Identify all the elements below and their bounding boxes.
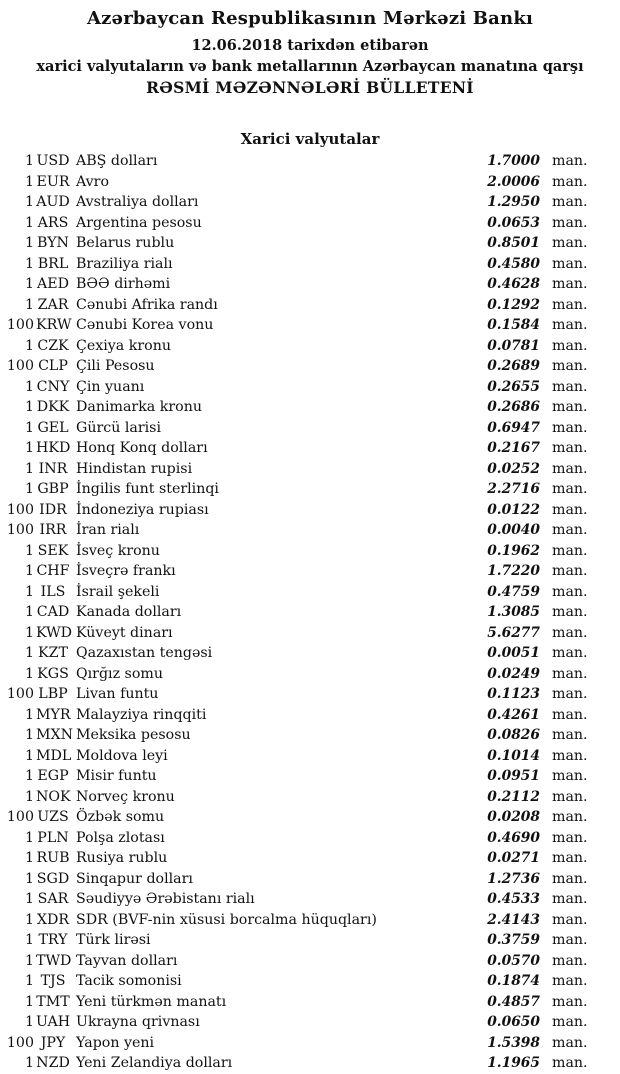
rate-value: 5.6277 <box>487 624 540 641</box>
rate-row <box>0 274 620 295</box>
unit-label: man. <box>552 993 588 1010</box>
unit-label: man. <box>552 563 588 579</box>
currency-name: Polşa zlotası <box>76 829 165 846</box>
rate-value: 0.1014 <box>487 747 540 764</box>
unit-label: man. <box>552 624 588 641</box>
rate-value: 2.0006 <box>487 173 540 190</box>
currency-code: RUB <box>36 850 70 866</box>
rate-value: 0.4690 <box>487 829 540 846</box>
unit-label: man. <box>552 399 588 415</box>
currency-name: Misir funtu <box>76 768 157 784</box>
rate-row <box>0 151 620 172</box>
rate-row <box>0 869 620 890</box>
quantity-value: 1 <box>24 296 34 313</box>
currency-name: Cənubi Korea vonu <box>76 317 214 333</box>
currency-name: Cənubi Afrika randı <box>76 296 218 313</box>
currency-name: Argentina pesosu <box>76 214 202 231</box>
currency-name: Çin yuanı <box>76 378 145 395</box>
rate-value: 0.1123 <box>487 686 540 702</box>
unit-label: man. <box>552 768 588 784</box>
currency-code: MDL <box>36 747 72 764</box>
effective-date-line: 12.06.2018 tarixdən etibarən <box>191 37 429 54</box>
currency-code: IDR <box>39 501 67 518</box>
quantity-value: 1 <box>24 891 34 907</box>
rate-value: 0.0122 <box>487 501 540 518</box>
currency-name: İsveç kronu <box>76 542 160 559</box>
rate-row <box>0 930 620 951</box>
rate-value: 2.4143 <box>487 911 540 928</box>
unit-label: man. <box>552 542 588 559</box>
unit-label: man. <box>552 809 588 825</box>
unit-label: man. <box>552 973 588 989</box>
rate-value: 0.3759 <box>487 932 540 948</box>
currency-code: ILS <box>40 583 66 600</box>
rate-value: 1.5398 <box>487 1034 540 1051</box>
currency-name: Sinqapur dolları <box>76 870 193 887</box>
quantity-value: 100 <box>6 809 34 825</box>
currency-name: Norveç kronu <box>76 788 175 805</box>
currency-name: Yapon yeni <box>76 1034 155 1051</box>
quantity-value: 1 <box>24 952 34 969</box>
currency-name: Kanada dolları <box>76 604 182 620</box>
currency-code: NOK <box>36 788 71 805</box>
rates-table <box>0 151 620 1074</box>
rate-row <box>0 725 620 746</box>
rate-row <box>0 172 620 193</box>
quantity-value: 1 <box>24 727 34 743</box>
quantity-value: 1 <box>24 481 34 497</box>
unit-label: man. <box>552 686 588 702</box>
unit-label: man. <box>552 255 588 272</box>
quantity-value: 1 <box>24 829 34 846</box>
rate-value: 0.4533 <box>487 891 540 907</box>
currency-name: Meksika pesosu <box>76 727 191 743</box>
unit-label: man. <box>552 850 588 866</box>
rate-row <box>0 664 620 685</box>
currency-code: KWD <box>36 624 73 641</box>
unit-label: man. <box>552 911 588 928</box>
rate-row <box>0 213 620 234</box>
unit-label: man. <box>552 932 588 948</box>
unit-label: man. <box>552 337 588 354</box>
rate-row <box>0 807 620 828</box>
rate-value: 1.7000 <box>487 153 540 169</box>
rate-value: 2.2716 <box>487 481 540 497</box>
rate-value: 1.2736 <box>487 870 540 887</box>
quantity-value: 1 <box>24 932 34 948</box>
quantity-value: 1 <box>24 645 34 661</box>
currency-name: Honq Konq dolları <box>76 440 208 456</box>
currency-code: CZK <box>37 337 69 354</box>
unit-label: man. <box>552 317 588 333</box>
unit-label: man. <box>552 194 588 210</box>
quantity-value: 100 <box>6 358 34 374</box>
currency-code: CAD <box>36 604 70 620</box>
rate-row <box>0 418 620 439</box>
quantity-value: 1 <box>24 911 34 928</box>
unit-label: man. <box>552 173 588 190</box>
quantity-value: 1 <box>24 1055 34 1071</box>
currency-name: Qırğız somu <box>76 665 163 682</box>
currency-code: TRY <box>38 932 68 948</box>
currency-code: KGS <box>37 665 69 682</box>
unit-label: man. <box>552 1055 588 1071</box>
quantity-value: 1 <box>24 624 34 641</box>
rate-value: 0.4580 <box>487 255 540 272</box>
unit-label: man. <box>552 952 588 969</box>
currency-code: SAR <box>37 891 69 907</box>
quantity-value: 1 <box>24 993 34 1010</box>
unit-label: man. <box>552 891 588 907</box>
rate-row <box>0 971 620 992</box>
currency-code: SEK <box>37 542 69 559</box>
rate-value: 0.2112 <box>487 788 540 805</box>
rate-row <box>0 992 620 1013</box>
currency-name: Tayvan dolları <box>76 952 178 969</box>
rate-row <box>0 336 620 357</box>
quantity-value: 1 <box>24 460 34 477</box>
rate-value: 0.0951 <box>487 768 540 784</box>
unit-label: man. <box>552 788 588 805</box>
currency-name: Ukrayna qrivnası <box>76 1014 200 1030</box>
unit-label: man. <box>552 1034 588 1051</box>
quantity-value: 1 <box>24 399 34 415</box>
quantity-value: 1 <box>24 337 34 354</box>
rate-row <box>0 561 620 582</box>
rate-row <box>0 602 620 623</box>
rate-row <box>0 459 620 480</box>
currency-code: TMT <box>36 993 70 1010</box>
currency-code: MYR <box>36 706 71 723</box>
unit-label: man. <box>552 522 588 538</box>
currency-name: İndoneziya rupiası <box>76 501 209 518</box>
quantity-value: 1 <box>24 973 34 989</box>
quantity-value: 1 <box>24 604 34 620</box>
rate-row <box>0 705 620 726</box>
rate-value: 0.0781 <box>487 337 540 354</box>
unit-label: man. <box>552 829 588 846</box>
currency-code: GBP <box>37 481 69 497</box>
currency-name: Çili Pesosu <box>76 358 155 374</box>
rate-row <box>0 479 620 500</box>
rate-row <box>0 500 620 521</box>
rate-row <box>0 377 620 398</box>
quantity-value: 1 <box>24 194 34 210</box>
rate-row <box>0 889 620 910</box>
rate-value: 0.1292 <box>487 296 540 313</box>
quantity-value: 1 <box>24 173 34 190</box>
currency-code: GEL <box>37 419 69 436</box>
quantity-value: 1 <box>24 665 34 682</box>
currency-code: ARS <box>37 214 69 231</box>
rate-row <box>0 295 620 316</box>
currency-name: Yeni Zelandiya dolları <box>76 1055 233 1071</box>
quantity-value: 100 <box>6 317 34 333</box>
bulletin-header <box>0 0 620 98</box>
quantity-value: 1 <box>24 706 34 723</box>
quantity-value: 1 <box>24 276 34 292</box>
rate-row <box>0 520 620 541</box>
currency-name: Küveyt dinarı <box>76 624 173 641</box>
currency-name: İngilis funt sterlinqi <box>76 481 219 497</box>
rate-value: 0.0249 <box>487 665 540 682</box>
bulletin-subtitle: xarici valyutaların və bank metallarının Azərbaycan manatına qarşı <box>36 58 584 75</box>
currency-code: PLN <box>37 829 69 846</box>
currency-name: Hindistan rupisi <box>76 460 193 477</box>
rate-row <box>0 397 620 418</box>
rate-row <box>0 643 620 664</box>
quantity-value: 1 <box>24 583 34 600</box>
unit-label: man. <box>552 153 588 169</box>
currency-code: UZS <box>37 809 69 825</box>
currency-code: MXN <box>36 727 74 743</box>
currency-name: Yeni türkmən manatı <box>76 993 227 1010</box>
rate-value: 0.2167 <box>487 440 540 456</box>
quantity-value: 1 <box>24 419 34 436</box>
currency-name: Tacik somonisi <box>76 973 182 989</box>
quantity-value: 1 <box>24 768 34 784</box>
rate-value: 0.0826 <box>487 727 540 743</box>
unit-label: man. <box>552 440 588 456</box>
rate-value: 0.1962 <box>487 542 540 559</box>
rate-row <box>0 254 620 275</box>
rate-row <box>0 192 620 213</box>
unit-label: man. <box>552 481 588 497</box>
quantity-value: 100 <box>6 1034 34 1051</box>
rate-row <box>0 1012 620 1033</box>
rate-row <box>0 315 620 336</box>
currency-code: SGD <box>36 870 70 887</box>
currency-code: HKD <box>36 440 71 456</box>
unit-label: man. <box>552 706 588 723</box>
rate-value: 0.1874 <box>487 973 540 989</box>
rate-value: 0.0271 <box>487 850 540 866</box>
quantity-value: 100 <box>6 501 34 518</box>
rate-value: 0.4261 <box>487 706 540 723</box>
rate-row <box>0 582 620 603</box>
unit-label: man. <box>552 604 588 620</box>
rate-value: 0.4628 <box>487 276 540 292</box>
rate-value: 0.0051 <box>487 645 540 661</box>
rate-row <box>0 233 620 254</box>
rate-row <box>0 951 620 972</box>
rate-value: 1.2950 <box>487 194 540 210</box>
rate-value: 0.0653 <box>487 214 540 231</box>
unit-label: man. <box>552 358 588 374</box>
quantity-value: 1 <box>24 214 34 231</box>
quantity-value: 1 <box>24 378 34 395</box>
unit-label: man. <box>552 378 588 395</box>
currency-name: Çexiya kronu <box>76 337 171 354</box>
unit-label: man. <box>552 1014 588 1030</box>
currency-name: Belarus rublu <box>76 235 175 251</box>
currency-name: Livan funtu <box>76 686 159 702</box>
currency-code: CNY <box>36 378 70 395</box>
rate-row <box>0 828 620 849</box>
quantity-value: 1 <box>24 563 34 579</box>
rate-value: 0.0570 <box>487 952 540 969</box>
rate-row <box>0 356 620 377</box>
quantity-value: 1 <box>24 440 34 456</box>
quantity-value: 1 <box>24 850 34 866</box>
rate-row <box>0 438 620 459</box>
rate-value: 0.6947 <box>487 419 540 436</box>
unit-label: man. <box>552 665 588 682</box>
rate-value: 0.0252 <box>487 460 540 477</box>
currency-name: Avro <box>76 173 110 190</box>
currency-name: Türk lirəsi <box>76 932 151 948</box>
currency-name: Özbək somu <box>76 809 165 825</box>
rate-value: 0.0040 <box>487 522 540 538</box>
rate-value: 0.4759 <box>487 583 540 600</box>
unit-label: man. <box>552 235 588 251</box>
quantity-value: 1 <box>24 1014 34 1030</box>
rate-value: 0.2655 <box>487 378 540 395</box>
unit-label: man. <box>552 296 588 313</box>
rate-value: 0.1584 <box>487 317 540 333</box>
rate-row <box>0 541 620 562</box>
quantity-value: 100 <box>6 686 34 702</box>
quantity-value: 1 <box>24 788 34 805</box>
currency-name: ABŞ dolları <box>76 153 158 169</box>
currency-code: XDR <box>36 911 70 928</box>
rate-row <box>0 746 620 767</box>
currency-code: KRW <box>36 317 72 333</box>
rate-value: 0.0208 <box>487 809 540 825</box>
currency-code: ZAR <box>37 296 69 313</box>
currency-name: İsrail şekeli <box>76 583 160 600</box>
unit-label: man. <box>552 870 588 887</box>
quantity-value: 1 <box>24 255 34 272</box>
currency-name: Gürcü larisi <box>76 419 161 436</box>
quantity-value: 1 <box>24 747 34 764</box>
unit-label: man. <box>552 501 588 518</box>
currency-code: LBP <box>38 686 68 702</box>
rate-value: 1.3085 <box>487 604 540 620</box>
rate-row <box>0 1033 620 1054</box>
unit-label: man. <box>552 419 588 436</box>
currency-code: AUD <box>36 194 70 210</box>
currency-code: CHF <box>36 563 70 579</box>
currency-code: TJS <box>40 973 66 989</box>
currency-name: Braziliya rialı <box>76 255 173 272</box>
rate-row <box>0 787 620 808</box>
currency-code: JPY <box>40 1034 66 1051</box>
currency-name: Səudiyyə Ərəbistanı rialı <box>76 891 255 907</box>
currency-code: USD <box>36 153 70 169</box>
currency-name: BƏƏ dirhəmi <box>76 276 171 292</box>
unit-label: man. <box>552 276 588 292</box>
currency-name: Moldova leyi <box>76 747 168 764</box>
quantity-value: 1 <box>24 153 34 169</box>
rate-value: 0.0650 <box>487 1014 540 1030</box>
currency-code: AED <box>37 276 69 292</box>
currency-code: DKK <box>36 399 70 415</box>
rate-row <box>0 910 620 931</box>
currency-code: INR <box>38 460 68 477</box>
rate-value: 1.1965 <box>487 1055 540 1071</box>
currency-code: IRR <box>39 522 67 538</box>
unit-label: man. <box>552 460 588 477</box>
currency-name: Danimarka kronu <box>76 399 202 415</box>
currency-code: BYN <box>37 235 69 251</box>
currency-name: İran rialı <box>76 522 140 538</box>
currency-name: Rusiya rublu <box>76 850 168 866</box>
unit-label: man. <box>552 645 588 661</box>
quantity-value: 1 <box>24 870 34 887</box>
currency-code: TWD <box>36 952 72 969</box>
rate-value: 0.2686 <box>487 399 540 415</box>
rate-value: 0.8501 <box>487 235 540 251</box>
currency-code: CLP <box>38 358 68 374</box>
currency-name: Qazaxıstan tengəsi <box>76 645 213 661</box>
unit-label: man. <box>552 747 588 764</box>
bank-name-title: Azərbaycan Respublikasının Mərkəzi Bankı <box>86 8 534 29</box>
currency-code: UAH <box>36 1014 71 1030</box>
rate-row <box>0 848 620 869</box>
quantity-value: 1 <box>24 542 34 559</box>
currency-code: EUR <box>36 173 70 190</box>
currency-name: İsveçrə frankı <box>76 563 176 579</box>
rate-value: 1.7220 <box>487 563 540 579</box>
currency-code: EGP <box>37 768 69 784</box>
rate-value: 0.4857 <box>487 993 540 1010</box>
rate-row <box>0 766 620 787</box>
currency-code: NZD <box>36 1055 70 1071</box>
currency-name: Malayziya rinqqiti <box>76 706 207 723</box>
currency-code: KZT <box>38 645 68 661</box>
rate-row <box>0 684 620 705</box>
unit-label: man. <box>552 727 588 743</box>
currency-name: Avstraliya dolları <box>76 194 199 210</box>
quantity-value: 1 <box>24 235 34 251</box>
currency-name: SDR (BVF-nin xüsusi borcalma hüquqları) <box>76 911 377 928</box>
rate-row <box>0 623 620 644</box>
rate-value: 0.2689 <box>487 358 540 374</box>
quantity-value: 100 <box>6 522 34 538</box>
currency-code: BRL <box>37 255 69 272</box>
unit-label: man. <box>552 214 588 231</box>
section-title-foreign-currencies: Xarici valyutalar <box>240 130 380 148</box>
bulletin-title: RƏSMİ MƏZƏNNƏLƏRİ BÜLLETENİ <box>146 78 474 97</box>
rate-row <box>0 1053 620 1074</box>
unit-label: man. <box>552 583 588 600</box>
